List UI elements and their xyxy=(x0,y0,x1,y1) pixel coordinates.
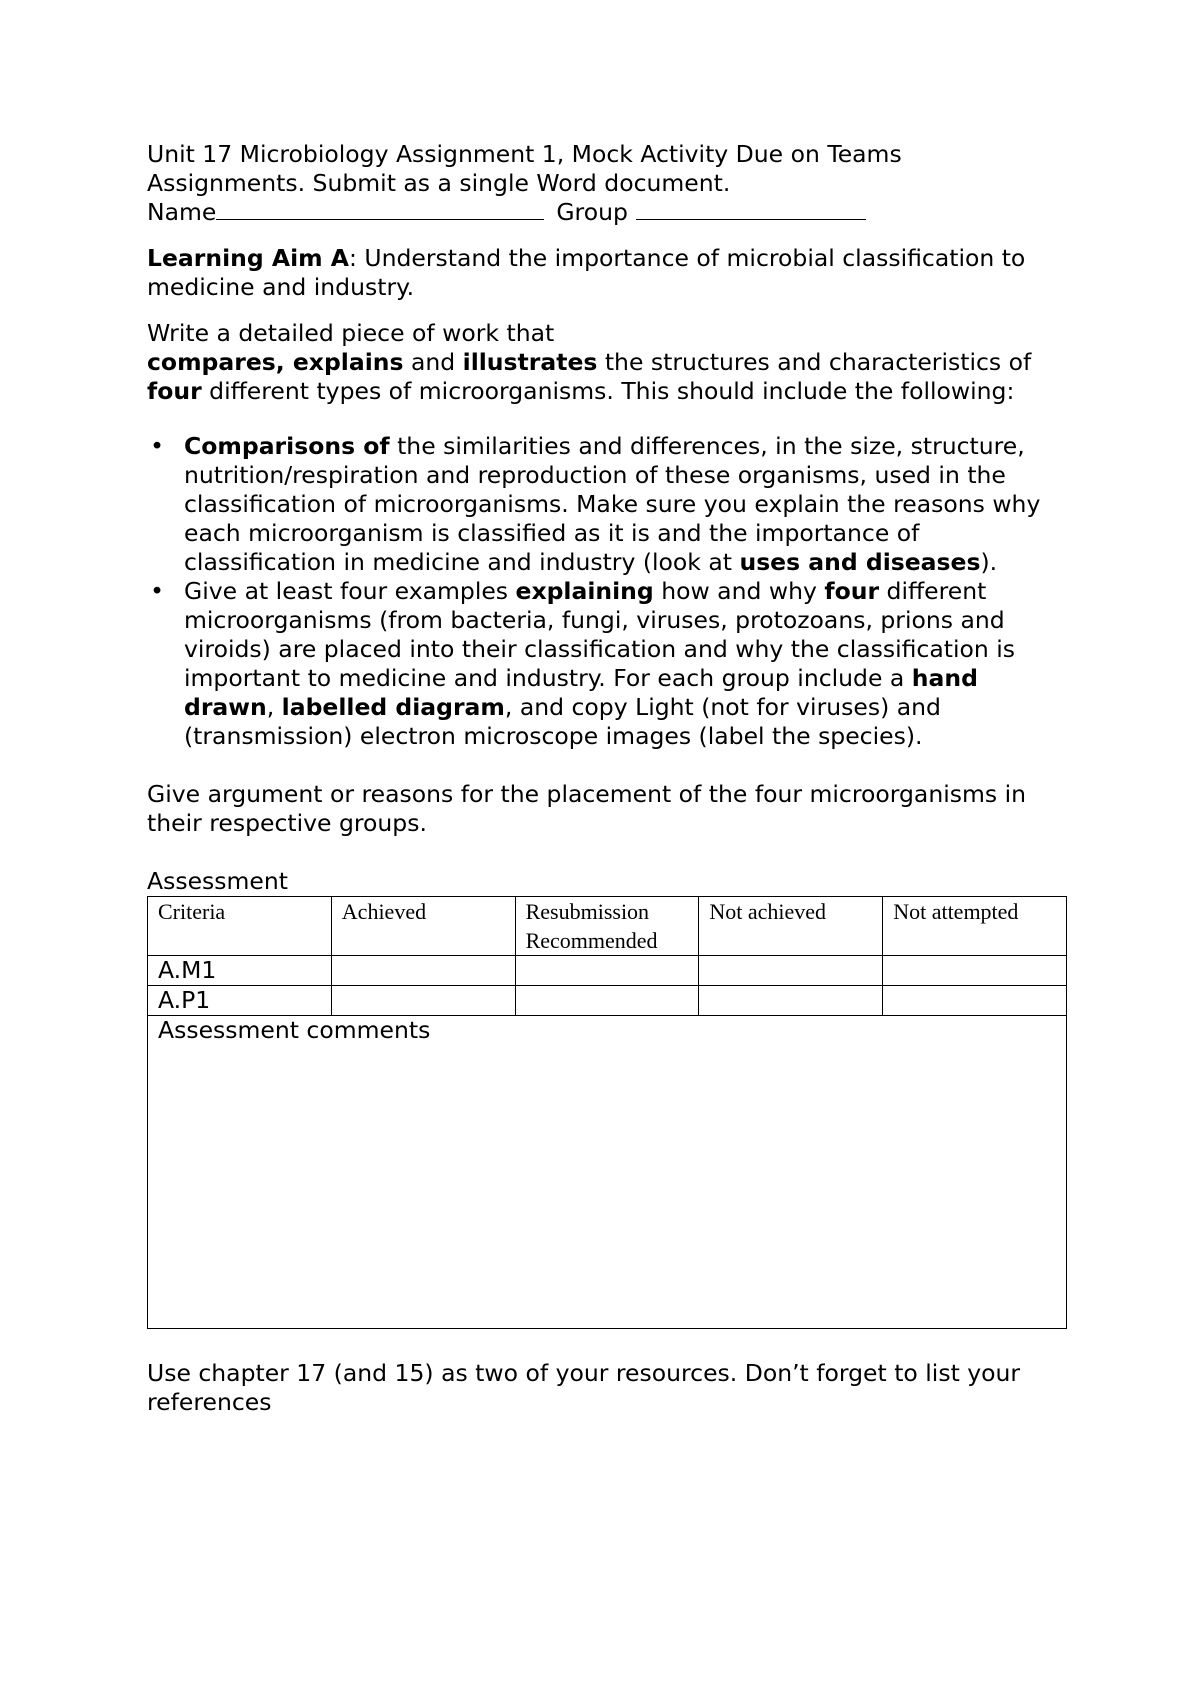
table-header-row xyxy=(148,897,1067,956)
intro-mid: the structures and characteristics of xyxy=(597,348,1032,376)
assessment-table xyxy=(147,896,1067,1329)
group-field[interactable] xyxy=(636,218,866,220)
header-resubmission: Resubmission Recommended xyxy=(515,897,699,956)
achieved-cell[interactable] xyxy=(331,986,515,1016)
learning-aim-text: : Understand the importance of microbial classification to medicine and industry. xyxy=(147,244,1026,301)
comments-row xyxy=(148,1016,1067,1329)
bullet1-text: the similarities and differences, in the size, structure, nutrition/respiration and reproduction of these organisms, used in the classification of microorganisms. Make sure you explain the reasons why each microorganism is classified as it is and the importance of classification in medicine and industry (look at xyxy=(184,432,1041,576)
list-item xyxy=(184,432,1067,577)
header-criteria: Criteria xyxy=(148,897,332,956)
bullet1-bold2: uses and diseases xyxy=(739,548,981,576)
learning-aim-label: Learning Aim A xyxy=(147,244,349,272)
bullet2-end: , and copy Light (not for viruses) and (transmission) electron microscope images (label the species). xyxy=(184,693,941,750)
requirements-list xyxy=(147,432,1067,751)
bullet2-bold2: four xyxy=(824,577,880,605)
assessment-comments-label: Assessment comments xyxy=(158,1016,431,1044)
learning-aim xyxy=(147,244,1067,302)
bullet2-comma: , xyxy=(266,693,282,721)
criteria-cell: A.P1 xyxy=(148,986,332,1016)
bullet2-bold3: hand drawn xyxy=(184,664,978,721)
bullet1-bold: Comparisons of xyxy=(184,432,390,460)
bullet2-start: Give at least four examples xyxy=(184,577,516,605)
not-achieved-cell[interactable] xyxy=(699,986,883,1016)
achieved-cell[interactable] xyxy=(331,956,515,986)
not-attempted-cell[interactable] xyxy=(883,956,1067,986)
resubmission-cell[interactable] xyxy=(515,956,699,986)
argument-paragraph: Give argument or reasons for the placement of the four microorganisms in their respective groups. xyxy=(147,780,1027,837)
intro-compares: compares, explains xyxy=(147,348,404,376)
table-row xyxy=(148,986,1067,1016)
intro-illustrates: illustrates xyxy=(462,348,598,376)
criteria-cell: A.M1 xyxy=(148,956,332,986)
assessment-comments-box[interactable] xyxy=(148,1016,1067,1329)
bullet2-bold1: explaining xyxy=(515,577,654,605)
bullet2-mid2: different microorganisms (from bacteria, fungi, viruses, protozoans, prions and viroids) are placed into their classification and why the classification is important to medicine and industry. For each group include a xyxy=(184,577,1016,692)
intro-line-1: Write a detailed piece of work that xyxy=(147,319,555,347)
group-label: Group xyxy=(556,198,628,226)
header-achieved: Achieved xyxy=(331,897,515,956)
intro-paragraph xyxy=(147,319,1067,406)
resubmission-cell[interactable] xyxy=(515,986,699,1016)
assignment-title-line-2: Assignments. Submit as a single Word document. xyxy=(147,169,731,197)
footer-note: Use chapter 17 (and 15) as two of your resources. Don’t forget to list your references xyxy=(147,1359,1021,1416)
intro-and: and xyxy=(403,348,463,376)
assignment-title-line-1: Unit 17 Microbiology Assignment 1, Mock Activity Due on Teams xyxy=(147,140,902,168)
bullet2-mid1: how and why xyxy=(653,577,825,605)
list-item xyxy=(184,577,1067,751)
header-not-achieved: Not achieved xyxy=(699,897,883,956)
table-row xyxy=(148,956,1067,986)
header-not-attempted: Not attempted xyxy=(883,897,1067,956)
bullet1-end: ). xyxy=(980,548,998,576)
intro-end: different types of microorganisms. This should include the following: xyxy=(201,377,1015,405)
name-field[interactable] xyxy=(216,218,544,220)
name-group-line xyxy=(147,198,1067,227)
bullet2-bold4: labelled diagram xyxy=(281,693,505,721)
not-attempted-cell[interactable] xyxy=(883,986,1067,1016)
intro-four: four xyxy=(147,377,202,405)
not-achieved-cell[interactable] xyxy=(699,956,883,986)
name-label: Name xyxy=(147,198,217,226)
document-page xyxy=(147,140,1067,1417)
assessment-title: Assessment xyxy=(147,867,288,895)
